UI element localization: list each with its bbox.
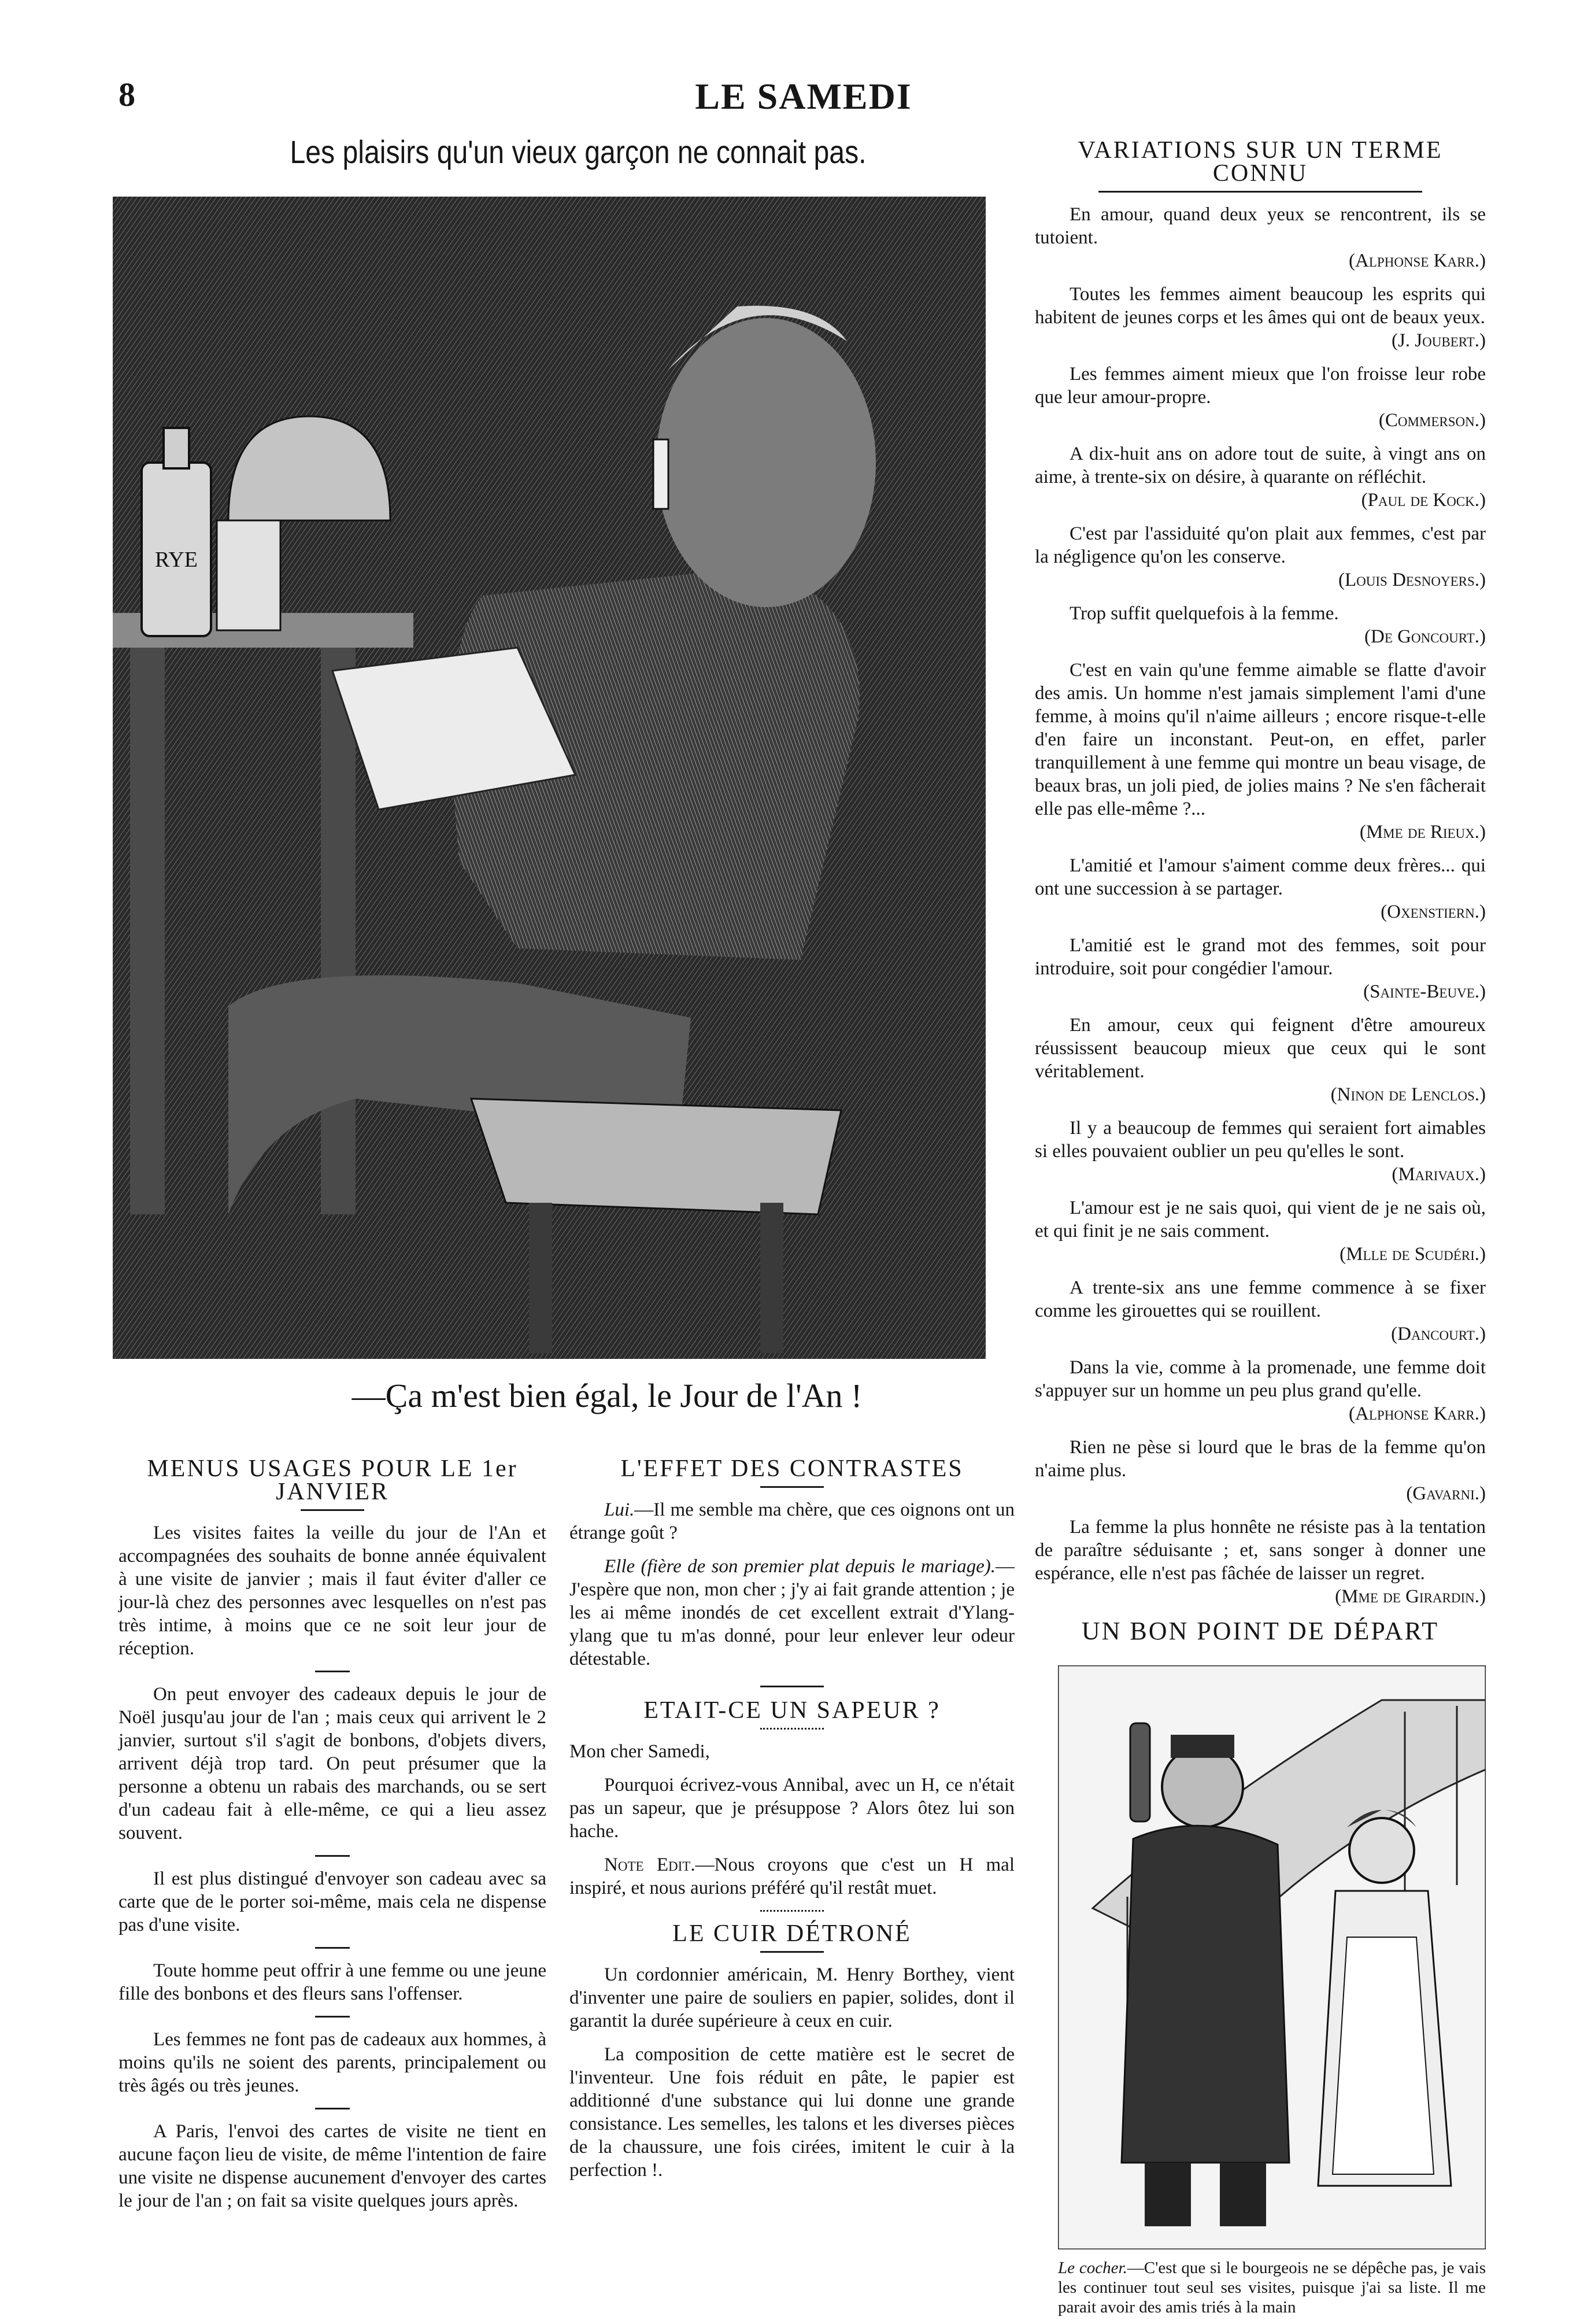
quote-author: (J. Joubert.) [1391,330,1486,351]
quote-author: (Alphonse Karr.) [1349,250,1486,271]
sapeur-salutation: Mon cher Samedi, [569,1741,710,1762]
sapeur-heading: ETAIT-CE UN SAPEUR ? [643,1697,941,1724]
quote-item [1035,522,1486,592]
quote-item [1035,363,1486,432]
quote-author: (Marivaux.) [1392,1164,1486,1185]
menus-usages-paragraph: Il est plus distingué d'envoyer son cadeau avec sa carte que de le porter soi-même, mais cela ne dispense pas d'une visite. [119,1868,546,1935]
quote-list [1035,203,1486,1608]
quote-author: (Gavarni.) [1406,1483,1486,1504]
coachman-coat [1122,1826,1289,2163]
quote-text: L'amitié et l'amour s'aiment comme deux frères... qui ont une succession à se partager. [1035,855,1486,899]
menus-usages-paragraph: Les femmes ne font pas de cadeaux aux hommes, à moins qu'ils ne soient des parents, principalement ou très âgés ou très jeunes. [119,2029,546,2096]
quote-author: (Sainte-Beuve.) [1363,981,1486,1002]
quote-item [1035,1356,1486,1425]
quote-author: (Ninon de Lenclos.) [1330,1084,1486,1105]
paragraph-rule [315,1855,350,1857]
quote-text: Trop suffit quelquefois à la femme. [1070,603,1339,624]
maid-head [1349,1818,1414,1883]
section-rule [760,1686,824,1687]
quote-text: A trente-six ans une femme commence à se fixer comme les girouettes qui se rouillent. [1035,1277,1486,1321]
menus-usages-paragraphs [119,1521,546,2212]
quote-text: Les femmes aiment mieux que l'on froisse leur robe que leur amour-propre. [1035,364,1486,408]
bottle-label: RYE [155,548,198,572]
quote-text: En amour, quand deux yeux se rencontrent, ils se tutoient. [1035,204,1486,248]
table-leg-2 [321,648,356,1214]
quote-item [1035,1196,1486,1266]
quote-item [1035,442,1486,512]
section-rule [301,1509,364,1511]
menus-usages-paragraph: Toute homme peut offrir à une femme ou une jeune fille des bonbons et des fleurs sans l'offenser. [119,1960,546,2004]
chair-seat [471,1099,841,1214]
quote-item [1035,1516,1486,1608]
pipe [653,439,668,509]
quote-item [1035,203,1486,272]
sapeur-body: Pourquoi écrivez-vous Annibal, avec un H, ce n'était pas un sapeur, que je présuppose ? Alors ôtez lui son hache. [569,1775,1015,1842]
section-rule [760,1486,824,1488]
paragraph-rule [315,1671,350,1672]
chair-leg-2 [760,1203,783,1353]
cartoon-illustration [1058,1665,1486,2249]
quote-text: En amour, ceux qui feignent d'être amoureux réussissent beaucoup mieux que ceux qui le sont véritablement. [1035,1015,1486,1082]
quote-text: Dans la vie, comme à la promenade, une femme doit s'appuyer sur un homme un peu plus grand qu'elle. [1035,1357,1486,1401]
quote-item [1035,1276,1486,1346]
man-head [656,318,876,607]
quote-author: (Mlle de Scudéri.) [1340,1244,1486,1265]
quote-author: (Mme de Girardin.) [1335,1586,1486,1607]
quote-text: C'est par l'assiduité qu'on plait aux femmes, c'est par la négligence qu'on les conserve. [1035,523,1486,567]
quote-text: C'est en vain qu'une femme aimable se flatte d'avoir des amis. Un homme n'est jamais simplement l'ami d'une femme, à moins qu'il n'aime ailleurs ; encore risque-t-elle d'en faire un inconstant. Peut-on, en effet, parler tranquillement à une femme qui montre un beau visage, de beaux bras, un joli pied, de jolies mains ? Ne s'en fâcherait elle pas elle-même ?... [1035,660,1486,819]
glass [217,520,280,630]
chair-leg [529,1203,552,1353]
quote-item [1035,283,1486,352]
quote-author: (Paul de Kock.) [1361,490,1486,511]
quote-item [1035,602,1486,648]
quote-item [1035,1117,1486,1186]
quote-author: (Oxenstiern.) [1381,901,1486,922]
menus-usages-column [119,1457,546,2223]
section-rule [760,1951,824,1953]
cartoon-title: UN BON POINT DE DÉPART [1081,1617,1440,1645]
dialogue-elle: Elle (fière de son premier plat depuis le mariage).—J'espère que non, mon cher ; j'y ai fait grande attention ; je les ai même inondés de cet excellent extrait d'Ylang-ylang que tu m'as donné, pour leur enlever leur odeur détestable. [569,1556,1015,1669]
coachman-head [1162,1746,1243,1827]
maid-apron [1333,1937,1434,2174]
variations-heading: VARIATIONS SUR UN TERME CONNU [1078,137,1443,187]
quote-text: A dix-huit ans on adore tout de suite, à vingt ans on aime, à trente-six on désire, à quarante on réfléchit. [1035,444,1486,487]
table-leg [130,648,165,1214]
coachman-hat [1171,1735,1234,1758]
cuir-paragraph: La composition de cette matière est le secret de l'inventeur. Une fois réduit en pâte, le papier est additionné d'une substance qui lui donne une grande consistance. Les semelles, les talons et les diverses pièces de la chaussure, une fois cirées, imitent le cuir à la perfection !. [569,2044,1015,2181]
paragraph-rule [315,2016,350,2018]
quote-text: L'amitié est le grand mot des femmes, soit pour introduire, soit pour congédier l'amour. [1035,935,1486,979]
quote-author: (Mme de Rieux.) [1359,822,1486,843]
newspaper-title: LE SAMEDI [695,76,912,117]
cartoon-caption: Le cocher.—C'est que si le bourgeois ne se dépêche pas, je vais les continuer tout seul ses visites, puisque j'ai sa liste. Il me parait avoir des amis triés à la main [1058,2259,1486,2316]
cuir-paragraphs [569,1963,1015,2182]
quote-item [1035,934,1486,1003]
menus-usages-paragraph: Les visites faites la veille du jour de l'An et accompagnées des souhaits de bonne année équivalent à une visite de janvier ; mais il faut éviter d'aller ce jour-là chez des personnes avec lesquelles on n'est pas très intime, à moins que ce ne soit leur jour de réception. [119,1523,546,1659]
menus-usages-heading: MENUS USAGES POUR LE 1er JANVIER [147,1455,518,1505]
quote-item [1035,659,1486,844]
dialogue-lui: Lui.—Il me semble ma chère, que ces oignons ont un étrange goût ? [569,1499,1015,1543]
menus-usages-paragraph: A Paris, l'envoi des cartes de visite ne tient en aucune façon lieu de visite, de même l'intention de faire une visite ne dispense aucunement d'envoyer des cartes le jour de l'an ; on fait sa visite quelques jours après. [119,2121,546,2211]
quote-text: Il y a beaucoup de femmes qui seraient fort aimables si elles pouvaient oublier un peu qu'elles le sont. [1035,1118,1486,1162]
section-rule [760,1910,824,1912]
raised-bottle [1130,1723,1150,1821]
paragraph-rule [315,1947,350,1949]
effet-contrastes-heading: L'EFFET DES CONTRASTES [620,1455,964,1482]
sapeur-note: Note Edit.—Nous croyons que c'est un H mal inspiré, et nous aurions préféré qu'il restât muet. [569,1854,1015,1898]
illustration-title: Les plaisirs qu'un vieux garçon ne connait pas. [290,134,867,170]
quote-item [1035,1014,1486,1106]
section-rule [760,1728,824,1730]
illustration-caption: —Ça m'est bien égal, le Jour de l'An ! [352,1377,863,1414]
page-number: 8 [119,76,135,113]
quote-author: (De Goncourt.) [1364,626,1486,647]
quote-text: L'amour est je ne sais quoi, qui vient de je ne sais où, et qui finit je ne sais comment. [1035,1198,1486,1242]
quote-author: (Commerson.) [1378,410,1486,431]
quote-author: (Louis Desnoyers.) [1338,570,1486,590]
menus-usages-paragraph: On peut envoyer des cadeaux depuis le jour de Noël jusqu'au jour de l'an ; mais ceux qui arrivent le 2 janvier, surtout s'il s'agit de bonbons, d'objets divers, arrivent déjà trop tard. On peut présumer que la personne a obtenu un rabais des marchands, ou se sert d'un cadeau fait à elle-même, ce qui a lieu assez souvent. [119,1684,546,1843]
quote-item [1035,1436,1486,1505]
old-bachelor-engraving [113,197,986,1359]
paragraph-rule [315,2108,350,2109]
variations-column [1035,139,1486,1619]
quote-author: (Alphonse Karr.) [1349,1403,1486,1424]
heading-rule [1098,191,1422,193]
quote-item [1035,854,1486,923]
middle-column [569,1457,1015,2192]
quote-text: Toutes les femmes aiment beaucoup les esprits qui habitent de jeunes corps et les âmes qui ont de beaux yeux. [1035,284,1486,328]
cuir-paragraph: Un cordonnier américain, M. Henry Borthey, vient d'inventer une paire de souliers en papier, solides, dont il garantit la durée supérieure à ceux en cuir. [569,1964,1015,2031]
cuir-heading: LE CUIR DÉTRONÉ [672,1920,912,1947]
quote-text: Rien ne pèse si lourd que le bras de la femme qu'on n'aime plus. [1035,1437,1486,1481]
quote-author: (Dancourt.) [1391,1324,1486,1344]
quote-text: La femme la plus honnête ne résiste pas à la tentation de paraître séduisante ; et, sans songer à donner une espérance, elle n'est pas fâchée de laisser un regret. [1035,1517,1486,1584]
